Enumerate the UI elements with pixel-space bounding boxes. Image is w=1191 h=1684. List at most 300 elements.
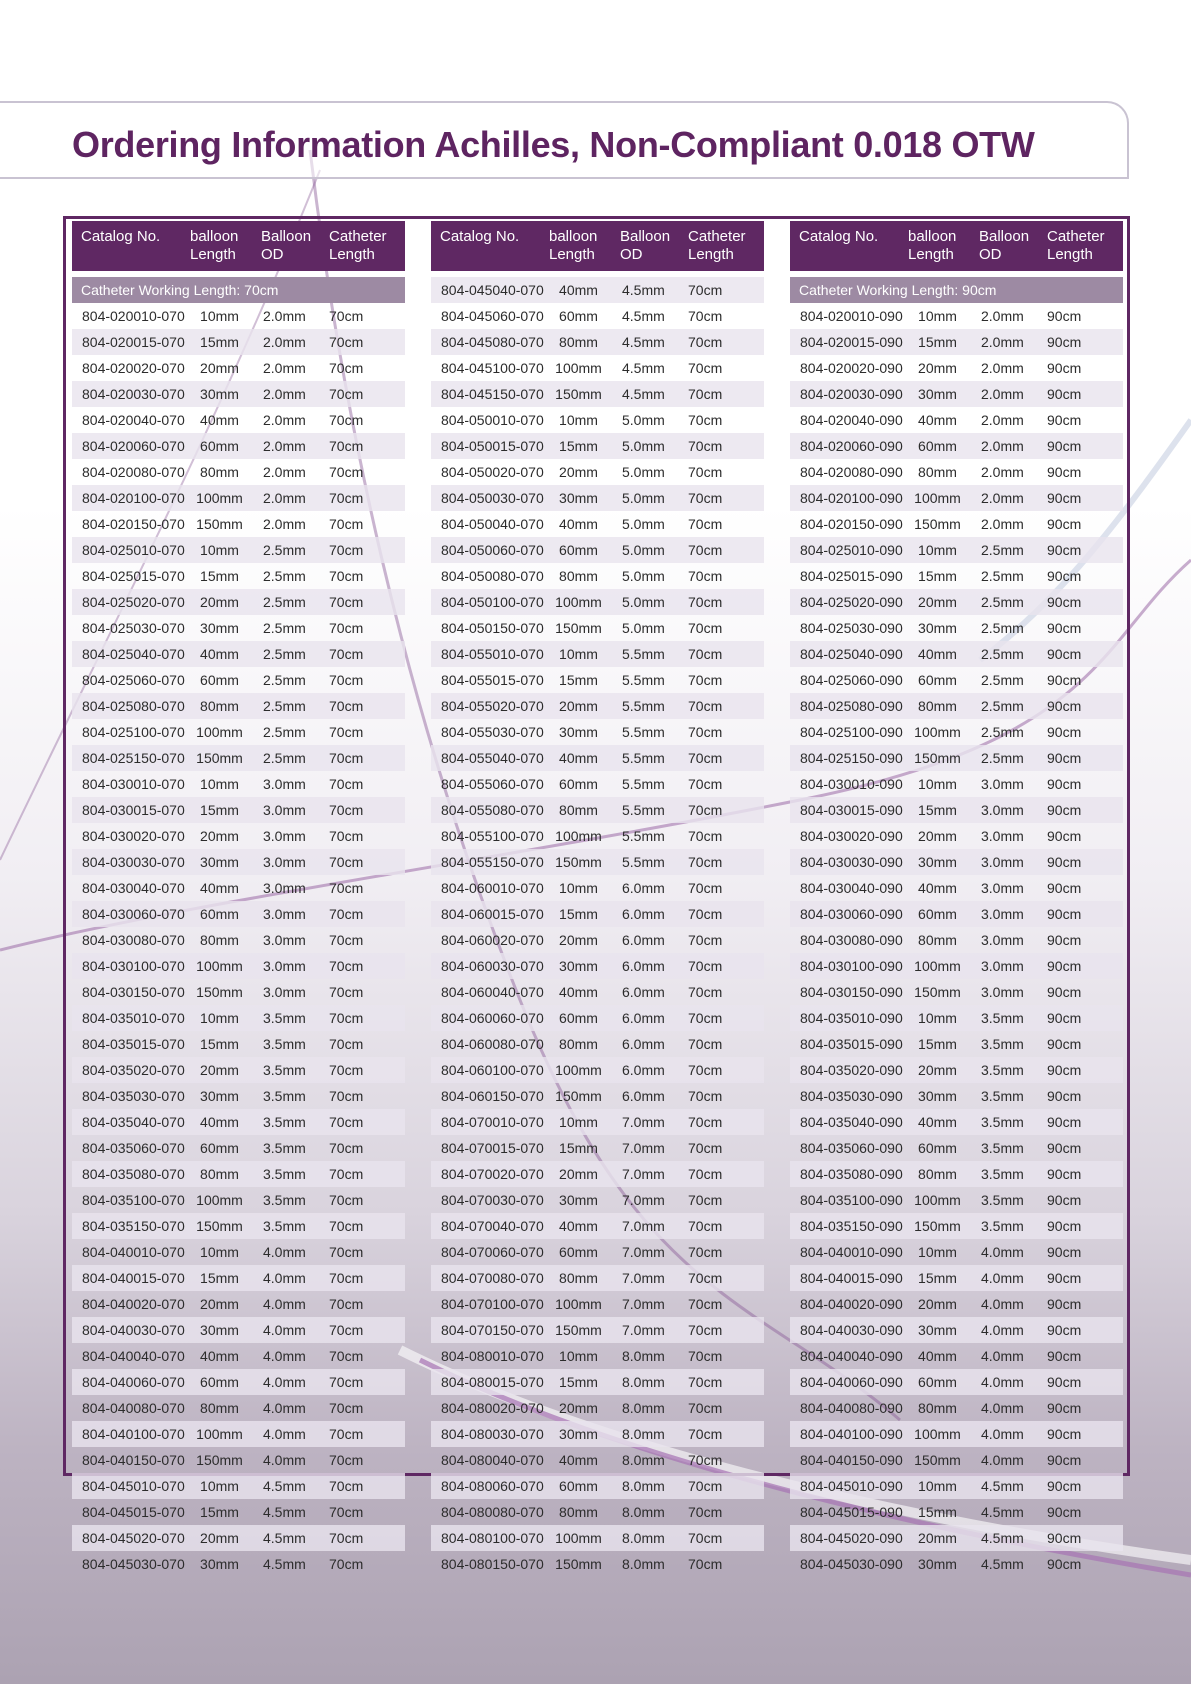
header-catheter-length: Catheter Length bbox=[1047, 228, 1105, 263]
cell-balloon-od: 2.0mm bbox=[981, 334, 1024, 350]
cell-catalog-no: 804-040020-090 bbox=[800, 1296, 903, 1312]
table-row bbox=[790, 1109, 1123, 1135]
cell-balloon-length: 30mm bbox=[559, 958, 598, 974]
cell-balloon-length: 15mm bbox=[559, 438, 598, 454]
cell-catheter-length: 70cm bbox=[329, 464, 364, 480]
cell-balloon-od: 6.0mm bbox=[622, 932, 665, 948]
cell-balloon-length: 15mm bbox=[918, 1036, 957, 1052]
cell-balloon-od: 5.0mm bbox=[622, 490, 665, 506]
table-row bbox=[72, 693, 405, 719]
cell-balloon-length: 100mm bbox=[196, 1192, 243, 1208]
cell-catalog-no: 804-035040-090 bbox=[800, 1114, 903, 1130]
cell-balloon-length: 20mm bbox=[918, 1062, 957, 1078]
cell-balloon-length: 100mm bbox=[914, 490, 961, 506]
cell-balloon-length: 30mm bbox=[918, 1322, 957, 1338]
cell-balloon-length: 40mm bbox=[559, 984, 598, 1000]
cell-balloon-length: 20mm bbox=[200, 828, 239, 844]
table-row bbox=[790, 1291, 1123, 1317]
cell-catalog-no: 804-040150-070 bbox=[82, 1452, 185, 1468]
table-row bbox=[790, 875, 1123, 901]
cell-catalog-no: 804-070080-070 bbox=[441, 1270, 544, 1286]
cell-catalog-no: 804-040040-090 bbox=[800, 1348, 903, 1364]
cell-balloon-od: 8.0mm bbox=[622, 1400, 665, 1416]
table-row bbox=[431, 407, 764, 433]
cell-balloon-length: 20mm bbox=[200, 1530, 239, 1546]
table-row bbox=[431, 1343, 764, 1369]
table-column-1 bbox=[72, 221, 405, 1577]
cell-balloon-length: 80mm bbox=[918, 1166, 957, 1182]
table-row bbox=[790, 329, 1123, 355]
cell-catheter-length: 90cm bbox=[1047, 334, 1082, 350]
cell-balloon-length: 80mm bbox=[918, 698, 957, 714]
cell-catalog-no: 804-045040-070 bbox=[441, 282, 544, 298]
table-row bbox=[431, 719, 764, 745]
table-row bbox=[431, 381, 764, 407]
cell-balloon-length: 60mm bbox=[200, 1140, 239, 1156]
cell-catheter-length: 70cm bbox=[329, 1036, 364, 1052]
cell-catalog-no: 804-050020-070 bbox=[441, 464, 544, 480]
cell-balloon-length: 40mm bbox=[559, 282, 598, 298]
cell-balloon-od: 3.5mm bbox=[263, 1140, 306, 1156]
cell-balloon-length: 80mm bbox=[559, 1504, 598, 1520]
table-row bbox=[431, 1291, 764, 1317]
cell-balloon-od: 4.0mm bbox=[263, 1452, 306, 1468]
cell-catalog-no: 804-080080-070 bbox=[441, 1504, 544, 1520]
cell-balloon-length: 10mm bbox=[200, 542, 239, 558]
table-row bbox=[72, 1525, 405, 1551]
cell-catheter-length: 70cm bbox=[329, 776, 364, 792]
cell-catalog-no: 804-020100-090 bbox=[800, 490, 903, 506]
cell-catheter-length: 90cm bbox=[1047, 1140, 1082, 1156]
cell-catheter-length: 90cm bbox=[1047, 958, 1082, 974]
table-row bbox=[790, 1369, 1123, 1395]
cell-balloon-od: 8.0mm bbox=[622, 1478, 665, 1494]
cell-catalog-no: 804-020020-090 bbox=[800, 360, 903, 376]
cell-catalog-no: 804-025010-090 bbox=[800, 542, 903, 558]
table-row bbox=[72, 381, 405, 407]
cell-catalog-no: 804-020015-090 bbox=[800, 334, 903, 350]
table-row bbox=[790, 849, 1123, 875]
table-row bbox=[72, 563, 405, 589]
cell-catalog-no: 804-035015-070 bbox=[82, 1036, 185, 1052]
cell-catalog-no: 804-060010-070 bbox=[441, 880, 544, 896]
cell-balloon-length: 20mm bbox=[559, 464, 598, 480]
cell-catheter-length: 70cm bbox=[688, 802, 723, 818]
cell-catheter-length: 70cm bbox=[688, 932, 723, 948]
cell-balloon-od: 3.5mm bbox=[263, 1062, 306, 1078]
cell-catalog-no: 804-040080-090 bbox=[800, 1400, 903, 1416]
cell-balloon-od: 4.5mm bbox=[263, 1556, 306, 1572]
cell-catalog-no: 804-025080-090 bbox=[800, 698, 903, 714]
cell-catheter-length: 70cm bbox=[329, 1192, 364, 1208]
cell-catheter-length: 90cm bbox=[1047, 880, 1082, 896]
cell-balloon-length: 60mm bbox=[918, 438, 957, 454]
table-column-3 bbox=[790, 221, 1123, 1577]
cell-catheter-length: 70cm bbox=[688, 308, 723, 324]
table-row bbox=[431, 1525, 764, 1551]
cell-balloon-od: 7.0mm bbox=[622, 1114, 665, 1130]
cell-balloon-length: 30mm bbox=[200, 1322, 239, 1338]
table-row bbox=[431, 1057, 764, 1083]
cell-balloon-od: 4.5mm bbox=[622, 360, 665, 376]
cell-balloon-length: 10mm bbox=[918, 308, 957, 324]
cell-balloon-od: 7.0mm bbox=[622, 1218, 665, 1234]
table-header bbox=[790, 221, 1123, 271]
table-row bbox=[431, 433, 764, 459]
table-row bbox=[431, 849, 764, 875]
cell-catalog-no: 804-025015-070 bbox=[82, 568, 185, 584]
cell-balloon-length: 30mm bbox=[918, 386, 957, 402]
cell-balloon-od: 4.5mm bbox=[622, 386, 665, 402]
cell-catheter-length: 70cm bbox=[329, 1088, 364, 1104]
cell-catheter-length: 90cm bbox=[1047, 594, 1082, 610]
cell-catalog-no: 804-035010-090 bbox=[800, 1010, 903, 1026]
cell-catalog-no: 804-040060-090 bbox=[800, 1374, 903, 1390]
table-row bbox=[790, 953, 1123, 979]
table-row bbox=[790, 1031, 1123, 1057]
cell-balloon-od: 7.0mm bbox=[622, 1296, 665, 1312]
cell-balloon-length: 40mm bbox=[559, 1452, 598, 1468]
table-row bbox=[790, 1525, 1123, 1551]
cell-balloon-length: 80mm bbox=[918, 932, 957, 948]
cell-catheter-length: 70cm bbox=[329, 1374, 364, 1390]
cell-balloon-od: 6.0mm bbox=[622, 1062, 665, 1078]
cell-balloon-od: 3.0mm bbox=[981, 932, 1024, 948]
cell-catalog-no: 804-025060-070 bbox=[82, 672, 185, 688]
cell-balloon-od: 4.0mm bbox=[263, 1244, 306, 1260]
cell-catheter-length: 90cm bbox=[1047, 672, 1082, 688]
cell-catalog-no: 804-025030-090 bbox=[800, 620, 903, 636]
cell-balloon-od: 2.5mm bbox=[981, 568, 1024, 584]
table-row bbox=[431, 797, 764, 823]
table-row bbox=[790, 303, 1123, 329]
cell-catheter-length: 90cm bbox=[1047, 1036, 1082, 1052]
cell-balloon-length: 100mm bbox=[196, 958, 243, 974]
cell-catheter-length: 90cm bbox=[1047, 1478, 1082, 1494]
cell-balloon-length: 20mm bbox=[559, 698, 598, 714]
cell-catheter-length: 70cm bbox=[688, 490, 723, 506]
cell-balloon-od: 3.0mm bbox=[263, 828, 306, 844]
cell-balloon-length: 150mm bbox=[555, 1556, 602, 1572]
cell-catheter-length: 70cm bbox=[688, 776, 723, 792]
table-row bbox=[790, 823, 1123, 849]
table-row bbox=[790, 1421, 1123, 1447]
cell-balloon-length: 20mm bbox=[918, 1530, 957, 1546]
cell-balloon-od: 4.5mm bbox=[981, 1478, 1024, 1494]
cell-catheter-length: 90cm bbox=[1047, 1322, 1082, 1338]
cell-catalog-no: 804-060100-070 bbox=[441, 1062, 544, 1078]
cell-balloon-od: 2.0mm bbox=[981, 490, 1024, 506]
cell-balloon-od: 7.0mm bbox=[622, 1140, 665, 1156]
cell-balloon-length: 60mm bbox=[559, 308, 598, 324]
cell-balloon-od: 3.5mm bbox=[981, 1036, 1024, 1052]
cell-catalog-no: 804-035060-090 bbox=[800, 1140, 903, 1156]
cell-balloon-length: 40mm bbox=[559, 516, 598, 532]
cell-catheter-length: 70cm bbox=[688, 1062, 723, 1078]
cell-balloon-length: 80mm bbox=[559, 334, 598, 350]
cell-balloon-od: 2.5mm bbox=[263, 698, 306, 714]
cell-catalog-no: 804-025080-070 bbox=[82, 698, 185, 714]
cell-balloon-length: 15mm bbox=[918, 1270, 957, 1286]
table-row bbox=[72, 1317, 405, 1343]
cell-balloon-od: 6.0mm bbox=[622, 1036, 665, 1052]
cell-catheter-length: 70cm bbox=[329, 1296, 364, 1312]
cell-balloon-od: 4.5mm bbox=[622, 334, 665, 350]
table-row bbox=[72, 641, 405, 667]
cell-catalog-no: 804-025020-070 bbox=[82, 594, 185, 610]
cell-catalog-no: 804-025100-090 bbox=[800, 724, 903, 740]
cell-catheter-length: 70cm bbox=[329, 1556, 364, 1572]
cell-balloon-od: 2.5mm bbox=[981, 542, 1024, 558]
cell-balloon-od: 2.0mm bbox=[981, 386, 1024, 402]
cell-catalog-no: 804-040030-090 bbox=[800, 1322, 903, 1338]
cell-balloon-length: 10mm bbox=[559, 1114, 598, 1130]
header-balloon-od: Balloon OD bbox=[620, 228, 671, 263]
table-row bbox=[72, 433, 405, 459]
cell-balloon-od: 4.5mm bbox=[981, 1530, 1024, 1546]
cell-catalog-no: 804-035100-070 bbox=[82, 1192, 185, 1208]
header-catalog-no: Catalog No. bbox=[799, 228, 879, 245]
table-row bbox=[790, 511, 1123, 537]
table-body bbox=[790, 277, 1123, 1577]
table-header bbox=[72, 221, 405, 271]
cell-catalog-no: 804-020040-090 bbox=[800, 412, 903, 428]
cell-balloon-length: 20mm bbox=[559, 932, 598, 948]
cell-balloon-od: 8.0mm bbox=[622, 1530, 665, 1546]
cell-catheter-length: 70cm bbox=[688, 1270, 723, 1286]
cell-catalog-no: 804-040010-090 bbox=[800, 1244, 903, 1260]
cell-catheter-length: 90cm bbox=[1047, 516, 1082, 532]
cell-balloon-od: 4.0mm bbox=[263, 1348, 306, 1364]
cell-catalog-no: 804-025030-070 bbox=[82, 620, 185, 636]
cell-balloon-length: 10mm bbox=[918, 776, 957, 792]
cell-balloon-od: 2.5mm bbox=[981, 724, 1024, 740]
cell-balloon-od: 4.0mm bbox=[263, 1270, 306, 1286]
cell-balloon-od: 3.5mm bbox=[263, 1218, 306, 1234]
cell-catalog-no: 804-040030-070 bbox=[82, 1322, 185, 1338]
cell-balloon-od: 4.0mm bbox=[981, 1244, 1024, 1260]
cell-catheter-length: 70cm bbox=[688, 1166, 723, 1182]
cell-balloon-od: 2.5mm bbox=[981, 750, 1024, 766]
cell-catalog-no: 804-030080-090 bbox=[800, 932, 903, 948]
cell-catheter-length: 70cm bbox=[329, 750, 364, 766]
cell-balloon-od: 8.0mm bbox=[622, 1452, 665, 1468]
table-row bbox=[431, 1213, 764, 1239]
cell-balloon-length: 30mm bbox=[559, 724, 598, 740]
cell-catalog-no: 804-035060-070 bbox=[82, 1140, 185, 1156]
cell-catalog-no: 804-025100-070 bbox=[82, 724, 185, 740]
cell-catheter-length: 90cm bbox=[1047, 1114, 1082, 1130]
cell-balloon-od: 2.5mm bbox=[981, 620, 1024, 636]
cell-balloon-od: 3.5mm bbox=[981, 1192, 1024, 1208]
cell-catheter-length: 70cm bbox=[688, 1530, 723, 1546]
table-row bbox=[72, 927, 405, 953]
cell-catheter-length: 90cm bbox=[1047, 308, 1082, 324]
table-row bbox=[72, 1447, 405, 1473]
table-row bbox=[790, 1135, 1123, 1161]
cell-balloon-od: 4.5mm bbox=[622, 308, 665, 324]
table-row bbox=[431, 1317, 764, 1343]
cell-balloon-od: 3.0mm bbox=[981, 880, 1024, 896]
cell-catheter-length: 70cm bbox=[688, 750, 723, 766]
table-row bbox=[790, 1551, 1123, 1577]
table-row bbox=[790, 771, 1123, 797]
cell-balloon-length: 100mm bbox=[914, 1192, 961, 1208]
cell-balloon-length: 100mm bbox=[196, 1426, 243, 1442]
cell-balloon-length: 60mm bbox=[559, 1244, 598, 1260]
cell-catheter-length: 90cm bbox=[1047, 1244, 1082, 1260]
cell-balloon-od: 2.5mm bbox=[263, 672, 306, 688]
cell-balloon-od: 3.0mm bbox=[263, 802, 306, 818]
cell-balloon-length: 80mm bbox=[200, 464, 239, 480]
cell-catheter-length: 70cm bbox=[329, 1452, 364, 1468]
cell-balloon-length: 40mm bbox=[559, 1218, 598, 1234]
cell-balloon-length: 150mm bbox=[555, 386, 602, 402]
cell-catheter-length: 70cm bbox=[329, 1348, 364, 1364]
cell-balloon-od: 3.5mm bbox=[981, 1114, 1024, 1130]
cell-catheter-length: 70cm bbox=[329, 1062, 364, 1078]
cell-catalog-no: 804-025020-090 bbox=[800, 594, 903, 610]
cell-balloon-od: 3.5mm bbox=[263, 1114, 306, 1130]
cell-balloon-length: 60mm bbox=[559, 1010, 598, 1026]
table-body bbox=[72, 277, 405, 1577]
cell-balloon-length: 80mm bbox=[200, 698, 239, 714]
cell-catalog-no: 804-035010-070 bbox=[82, 1010, 185, 1026]
table-body bbox=[431, 277, 764, 1577]
cell-catalog-no: 804-045015-090 bbox=[800, 1504, 903, 1520]
cell-balloon-length: 40mm bbox=[918, 1348, 957, 1364]
table-row bbox=[431, 1473, 764, 1499]
cell-catheter-length: 70cm bbox=[688, 1088, 723, 1104]
page-title: Ordering Information Achilles, Non-Compliant 0.018 OTW bbox=[72, 124, 1035, 165]
cell-catheter-length: 70cm bbox=[688, 282, 723, 298]
cell-balloon-length: 60mm bbox=[559, 776, 598, 792]
cell-balloon-length: 15mm bbox=[559, 1140, 598, 1156]
cell-balloon-od: 5.0mm bbox=[622, 438, 665, 454]
table-row bbox=[431, 1551, 764, 1577]
cell-balloon-length: 15mm bbox=[200, 1270, 239, 1286]
table-row bbox=[72, 1239, 405, 1265]
table-row bbox=[72, 1265, 405, 1291]
cell-balloon-length: 30mm bbox=[918, 1556, 957, 1572]
cell-balloon-length: 40mm bbox=[918, 412, 957, 428]
header-balloon-length: balloon Length bbox=[908, 228, 957, 263]
table-row bbox=[72, 667, 405, 693]
table-row bbox=[790, 719, 1123, 745]
cell-balloon-length: 15mm bbox=[559, 906, 598, 922]
table-row bbox=[790, 927, 1123, 953]
cell-balloon-length: 60mm bbox=[918, 672, 957, 688]
cell-catheter-length: 90cm bbox=[1047, 984, 1082, 1000]
cell-catalog-no: 804-055030-070 bbox=[441, 724, 544, 740]
cell-catheter-length: 70cm bbox=[688, 1348, 723, 1364]
cell-catalog-no: 804-030020-070 bbox=[82, 828, 185, 844]
cell-balloon-od: 2.0mm bbox=[981, 438, 1024, 454]
cell-balloon-length: 150mm bbox=[914, 1218, 961, 1234]
table-row bbox=[790, 355, 1123, 381]
cell-catheter-length: 70cm bbox=[329, 334, 364, 350]
cell-balloon-length: 15mm bbox=[559, 1374, 598, 1390]
header-balloon-length: balloon Length bbox=[190, 228, 239, 263]
cell-balloon-od: 5.5mm bbox=[622, 802, 665, 818]
cell-catheter-length: 70cm bbox=[688, 1452, 723, 1468]
cell-balloon-length: 100mm bbox=[555, 1296, 602, 1312]
cell-catheter-length: 70cm bbox=[329, 984, 364, 1000]
table-row bbox=[790, 979, 1123, 1005]
cell-balloon-length: 150mm bbox=[555, 1322, 602, 1338]
table-row bbox=[790, 641, 1123, 667]
cell-catalog-no: 804-050080-070 bbox=[441, 568, 544, 584]
cell-balloon-length: 20mm bbox=[559, 1166, 598, 1182]
table-row bbox=[431, 1499, 764, 1525]
table-row bbox=[790, 563, 1123, 589]
cell-balloon-length: 15mm bbox=[918, 334, 957, 350]
cell-catheter-length: 70cm bbox=[329, 802, 364, 818]
table-row bbox=[431, 615, 764, 641]
cell-balloon-od: 4.5mm bbox=[263, 1478, 306, 1494]
cell-balloon-length: 40mm bbox=[918, 880, 957, 896]
cell-balloon-length: 60mm bbox=[918, 1140, 957, 1156]
cell-catalog-no: 804-025040-090 bbox=[800, 646, 903, 662]
header-balloon-od: Balloon OD bbox=[261, 228, 312, 263]
cell-catheter-length: 70cm bbox=[329, 1218, 364, 1234]
cell-balloon-od: 3.0mm bbox=[981, 828, 1024, 844]
cell-balloon-od: 4.0mm bbox=[981, 1296, 1024, 1312]
table-row bbox=[72, 1083, 405, 1109]
table-row bbox=[72, 615, 405, 641]
cell-catheter-length: 90cm bbox=[1047, 438, 1082, 454]
cell-balloon-od: 2.0mm bbox=[263, 334, 306, 350]
cell-balloon-od: 3.0mm bbox=[263, 854, 306, 870]
cell-balloon-length: 100mm bbox=[196, 724, 243, 740]
cell-catalog-no: 804-025150-070 bbox=[82, 750, 185, 766]
cell-catalog-no: 804-025010-070 bbox=[82, 542, 185, 558]
cell-catalog-no: 804-055150-070 bbox=[441, 854, 544, 870]
cell-catalog-no: 804-045010-090 bbox=[800, 1478, 903, 1494]
cell-catalog-no: 804-025040-070 bbox=[82, 646, 185, 662]
cell-balloon-length: 10mm bbox=[918, 1010, 957, 1026]
cell-catheter-length: 70cm bbox=[688, 1244, 723, 1260]
cell-balloon-length: 30mm bbox=[559, 1192, 598, 1208]
cell-catalog-no: 804-060080-070 bbox=[441, 1036, 544, 1052]
cell-catalog-no: 804-050150-070 bbox=[441, 620, 544, 636]
cell-balloon-length: 60mm bbox=[200, 906, 239, 922]
cell-catheter-length: 70cm bbox=[329, 490, 364, 506]
cell-balloon-od: 2.5mm bbox=[263, 594, 306, 610]
cell-balloon-od: 2.5mm bbox=[263, 620, 306, 636]
table-row bbox=[431, 823, 764, 849]
table-row bbox=[72, 849, 405, 875]
cell-catheter-length: 70cm bbox=[329, 672, 364, 688]
cell-balloon-od: 5.5mm bbox=[622, 854, 665, 870]
cell-balloon-length: 80mm bbox=[200, 932, 239, 948]
cell-balloon-od: 3.0mm bbox=[263, 776, 306, 792]
cell-balloon-length: 20mm bbox=[559, 1400, 598, 1416]
cell-balloon-length: 15mm bbox=[918, 568, 957, 584]
cell-catalog-no: 804-040150-090 bbox=[800, 1452, 903, 1468]
header-catalog-no: Catalog No. bbox=[81, 228, 161, 245]
cell-catalog-no: 804-040040-070 bbox=[82, 1348, 185, 1364]
table-row bbox=[790, 797, 1123, 823]
table-row bbox=[431, 1005, 764, 1031]
cell-catheter-length: 70cm bbox=[329, 594, 364, 610]
cell-catalog-no: 804-030015-070 bbox=[82, 802, 185, 818]
cell-catalog-no: 804-055080-070 bbox=[441, 802, 544, 818]
table-row bbox=[790, 1317, 1123, 1343]
cell-balloon-length: 20mm bbox=[200, 594, 239, 610]
cell-catalog-no: 804-080020-070 bbox=[441, 1400, 544, 1416]
table-row bbox=[790, 1057, 1123, 1083]
